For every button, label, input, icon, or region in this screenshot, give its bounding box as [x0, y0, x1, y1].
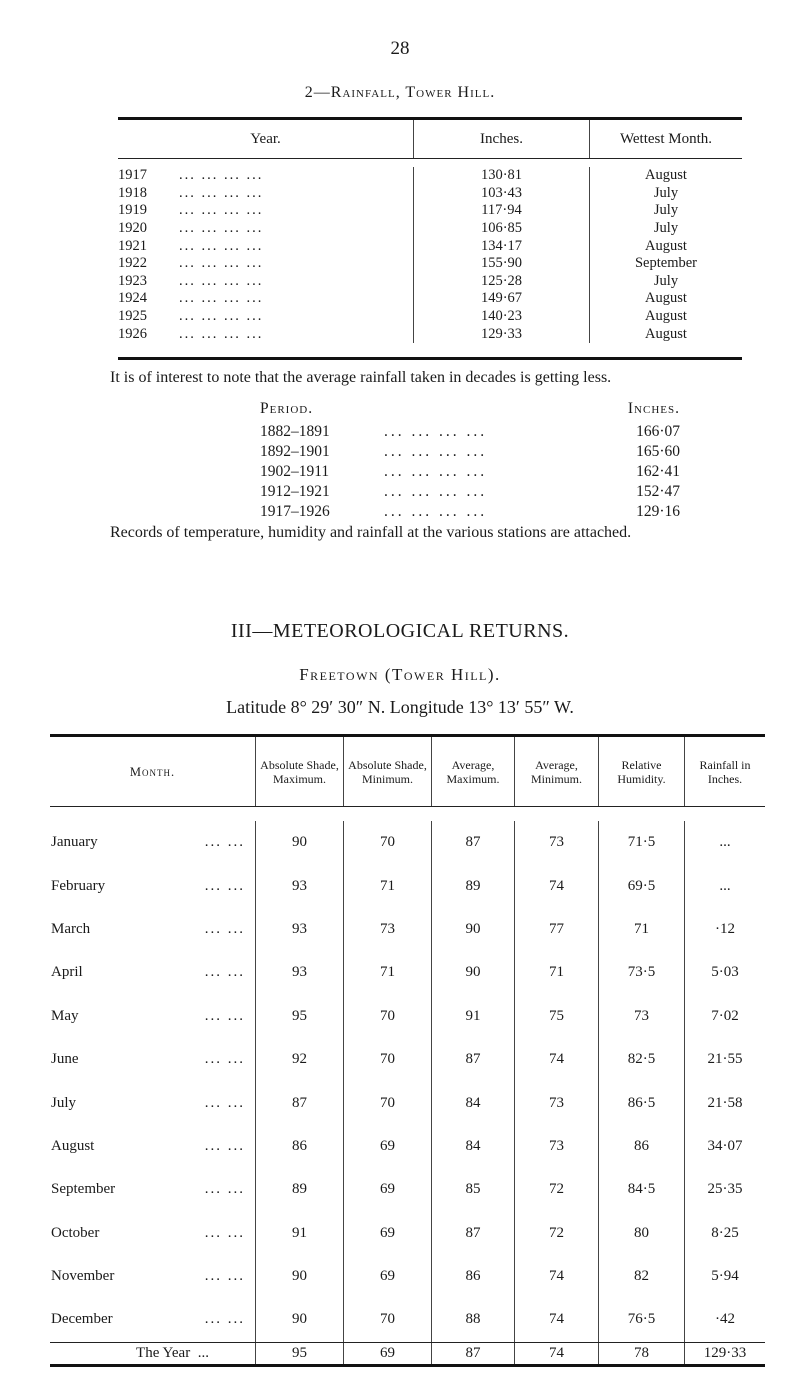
total-avg-min: 74 — [514, 1343, 598, 1364]
abs-min-cell: 71 — [343, 864, 431, 907]
avg-min-cell: 73 — [514, 1081, 598, 1124]
decade-row — [260, 442, 680, 462]
abs-min-cell: 73 — [343, 908, 431, 951]
abs-max-cell: 89 — [255, 1168, 343, 1211]
abs-max-cell: 93 — [255, 908, 343, 951]
humidity-cell: 76·5 — [598, 1298, 684, 1341]
month-cell — [50, 821, 255, 864]
year-value: 1921 — [118, 237, 147, 254]
decade-inches: 166·07 — [636, 423, 680, 440]
rainfall-cell: ·12 — [684, 908, 765, 951]
year-cell — [118, 167, 413, 184]
page-number: 28 — [390, 38, 410, 59]
leader-dots: ... ... ... ... — [384, 463, 488, 480]
month-name: April — [51, 964, 83, 981]
leader-dots: ... ... ... ... — [179, 290, 264, 307]
header-humidity: Relative Humidity. — [598, 737, 684, 806]
rainfall-cell: 5·03 — [684, 951, 765, 994]
inches-cell: 129·33 — [413, 325, 589, 343]
inches-cell: 125·28 — [413, 273, 589, 291]
year-value: 1925 — [118, 308, 147, 325]
year-cell — [118, 308, 413, 325]
month-cell — [50, 1212, 255, 1255]
table-bottom-rule — [118, 357, 742, 360]
humidity-cell: 86 — [598, 1125, 684, 1168]
leader-dots: ... ... — [204, 877, 245, 894]
total-rainfall: 129·33 — [684, 1343, 765, 1364]
rainfall-cell: ... — [684, 821, 765, 864]
inches-cell: 103·43 — [413, 185, 589, 203]
inches-cell: 106·85 — [413, 220, 589, 238]
records-note: Records of temperature, humidity and rainfall at the various stations are attached. — [110, 524, 632, 541]
rainfall-cell: 7·02 — [684, 995, 765, 1038]
year-value: 1924 — [118, 290, 147, 307]
humidity-cell: 80 — [598, 1212, 684, 1255]
avg-max-cell: 87 — [431, 1038, 514, 1081]
avg-max-cell: 89 — [431, 864, 514, 907]
avg-min-cell: 71 — [514, 951, 598, 994]
leader-dots: ... ... ... ... — [384, 423, 488, 440]
abs-min-cell: 70 — [343, 1298, 431, 1341]
year-value: 1926 — [118, 325, 147, 342]
table-row — [118, 308, 742, 326]
table-row — [50, 995, 765, 1038]
month-name: March — [51, 920, 91, 937]
year-value: 1919 — [118, 202, 147, 219]
inches-cell: 130·81 — [413, 167, 589, 185]
period-value: 1902–1911 — [260, 463, 330, 480]
period-value: 1912–1921 — [260, 483, 330, 500]
year-total-row — [50, 1342, 765, 1364]
avg-min-cell: 73 — [514, 1125, 598, 1168]
table-row — [50, 1255, 765, 1298]
period-header: Period. — [260, 400, 314, 417]
month-name: September — [51, 1181, 116, 1198]
table-row — [50, 1168, 765, 1211]
met-table-header — [50, 737, 765, 807]
year-value: 1920 — [118, 220, 147, 237]
month-name: July — [51, 1094, 77, 1111]
total-avg-max: 87 — [431, 1343, 514, 1364]
met-table-bottom-rule — [50, 1364, 765, 1367]
month-name: May — [51, 1007, 79, 1024]
month-cell — [50, 1081, 255, 1124]
station-name: Freetown (Tower Hill). — [299, 665, 501, 684]
rainfall-cell: 21·58 — [684, 1081, 765, 1124]
leader-dots: ... ... — [204, 1137, 245, 1154]
abs-min-cell: 69 — [343, 1125, 431, 1168]
wettest-month-cell: August — [589, 167, 742, 185]
abs-max-cell: 93 — [255, 864, 343, 907]
wettest-month-cell: September — [589, 255, 742, 273]
abs-max-cell: 90 — [255, 821, 343, 864]
table-row — [118, 185, 742, 203]
abs-max-cell: 92 — [255, 1038, 343, 1081]
table-row — [50, 864, 765, 907]
header-abs-max: Absolute Shade, Maximum. — [255, 737, 343, 806]
decade-header — [260, 400, 680, 422]
header-avg-min: Average, Minimum. — [514, 737, 598, 806]
humidity-cell: 82·5 — [598, 1038, 684, 1081]
avg-min-cell: 74 — [514, 1298, 598, 1341]
table-row — [118, 237, 742, 255]
wettest-month-cell: August — [589, 308, 742, 326]
total-label — [50, 1343, 255, 1364]
year-value: 1923 — [118, 272, 147, 289]
decade-inches: 129·16 — [636, 503, 680, 520]
avg-max-cell: 87 — [431, 1212, 514, 1255]
section-title: 2—Rainfall, Tower Hill. — [304, 84, 496, 101]
abs-max-cell: 90 — [255, 1298, 343, 1341]
leader-dots: ... ... ... ... — [179, 325, 264, 342]
rainfall-cell: ... — [684, 864, 765, 907]
decade-row — [260, 502, 680, 522]
period-value: 1892–1901 — [260, 443, 330, 460]
abs-max-cell: 90 — [255, 1255, 343, 1298]
rainfall-cell: 5·94 — [684, 1255, 765, 1298]
humidity-cell: 71·5 — [598, 821, 684, 864]
header-avg-max: Average, Maximum. — [431, 737, 514, 806]
table-row — [50, 1081, 765, 1124]
abs-min-cell: 70 — [343, 995, 431, 1038]
met-returns-title: III—METEOROLOGICAL RETURNS. — [230, 620, 570, 642]
table-row — [50, 1038, 765, 1081]
avg-max-cell: 86 — [431, 1255, 514, 1298]
abs-min-cell: 71 — [343, 951, 431, 994]
month-name: November — [51, 1268, 115, 1285]
leader-dots: ... ... ... ... — [179, 237, 264, 254]
rainfall-cell: 8·25 — [684, 1212, 765, 1255]
wettest-month-cell: July — [589, 185, 742, 203]
total-abs-min: 69 — [343, 1343, 431, 1364]
inches-cell: 155·90 — [413, 255, 589, 273]
decade-row — [260, 422, 680, 442]
total-dots: ... — [197, 1344, 209, 1361]
avg-max-cell: 87 — [431, 821, 514, 864]
avg-min-cell: 74 — [514, 1255, 598, 1298]
table-row — [50, 821, 765, 864]
month-name: June — [51, 1051, 79, 1068]
avg-min-cell: 75 — [514, 995, 598, 1038]
abs-min-cell: 70 — [343, 1038, 431, 1081]
year-cell — [118, 255, 413, 272]
leader-dots: ... ... ... ... — [384, 483, 488, 500]
leader-dots: ... ... — [204, 1094, 245, 1111]
leader-dots: ... ... ... ... — [179, 255, 264, 272]
leader-dots: ... ... ... ... — [179, 184, 264, 201]
humidity-cell: 73 — [598, 995, 684, 1038]
decade-inches: 152·47 — [636, 483, 680, 500]
header-abs-min: Absolute Shade, Minimum. — [343, 737, 431, 806]
inches-cell: 134·17 — [413, 237, 589, 255]
humidity-cell: 84·5 — [598, 1168, 684, 1211]
avg-max-cell: 90 — [431, 951, 514, 994]
leader-dots: ... ... — [204, 1268, 245, 1285]
rainfall-cell: 25·35 — [684, 1168, 765, 1211]
wettest-month-cell: July — [589, 202, 742, 220]
rainfall-cell: 34·07 — [684, 1125, 765, 1168]
header-inches: Inches. — [413, 120, 589, 158]
leader-dots: ... ... ... ... — [179, 202, 264, 219]
leader-dots: ... ... — [204, 920, 245, 937]
table-body — [118, 159, 742, 357]
leader-dots: ... ... — [204, 964, 245, 981]
rainfall-table — [118, 117, 742, 360]
wettest-month-cell: August — [589, 325, 742, 343]
decade-averages — [260, 400, 680, 522]
decade-inches: 162·41 — [636, 463, 680, 480]
abs-min-cell: 70 — [343, 821, 431, 864]
total-humidity: 78 — [598, 1343, 684, 1364]
month-cell — [50, 1255, 255, 1298]
header-year: Year. — [250, 130, 281, 147]
month-cell — [50, 951, 255, 994]
total-label-text: The Year — [136, 1344, 191, 1361]
header-month: Month. — [129, 764, 176, 779]
leader-dots: ... ... — [204, 1181, 245, 1198]
table-row — [50, 1212, 765, 1255]
month-cell — [50, 1168, 255, 1211]
abs-min-cell: 69 — [343, 1168, 431, 1211]
month-cell — [50, 1125, 255, 1168]
year-cell — [118, 273, 413, 290]
abs-max-cell: 93 — [255, 951, 343, 994]
abs-min-cell: 69 — [343, 1255, 431, 1298]
year-cell — [118, 326, 413, 343]
humidity-cell: 82 — [598, 1255, 684, 1298]
table-row — [118, 220, 742, 238]
wettest-month-cell: July — [589, 273, 742, 291]
leader-dots: ... ... — [204, 1007, 245, 1024]
year-cell — [118, 290, 413, 307]
table-row — [50, 908, 765, 951]
month-name: December — [51, 1311, 113, 1328]
year-cell — [118, 185, 413, 202]
avg-min-cell: 72 — [514, 1212, 598, 1255]
leader-dots: ... ... — [204, 834, 245, 851]
humidity-cell: 71 — [598, 908, 684, 951]
abs-max-cell: 95 — [255, 995, 343, 1038]
abs-min-cell: 70 — [343, 1081, 431, 1124]
rainfall-cell: 21·55 — [684, 1038, 765, 1081]
year-value: 1922 — [118, 255, 147, 272]
month-name: February — [51, 877, 106, 894]
inches-cell: 149·67 — [413, 290, 589, 308]
table-row — [118, 290, 742, 308]
meteorological-table — [50, 734, 765, 1367]
inches-cell: 140·23 — [413, 308, 589, 326]
table-row — [118, 325, 742, 343]
year-cell — [118, 202, 413, 219]
total-abs-max: 95 — [255, 1343, 343, 1364]
leader-dots: ... ... ... ... — [179, 272, 264, 289]
decade-row — [260, 462, 680, 482]
avg-min-cell: 77 — [514, 908, 598, 951]
leader-dots: ... ... ... ... — [179, 167, 264, 184]
leader-dots: ... ... ... ... — [179, 220, 264, 237]
leader-dots: ... ... ... ... — [384, 443, 488, 460]
header-rainfall: Rainfall in Inches. — [684, 737, 765, 806]
leader-dots: ... ... — [204, 1224, 245, 1241]
inches-header: Inches. — [627, 400, 680, 417]
table-row — [118, 255, 742, 273]
leader-dots: ... ... ... ... — [179, 308, 264, 325]
abs-max-cell: 86 — [255, 1125, 343, 1168]
month-cell — [50, 1038, 255, 1081]
year-value: 1918 — [118, 184, 147, 201]
year-value: 1917 — [118, 167, 147, 184]
table-row — [118, 167, 742, 185]
humidity-cell: 73·5 — [598, 951, 684, 994]
month-cell — [50, 995, 255, 1038]
month-name: August — [51, 1137, 95, 1154]
table-row — [50, 1298, 765, 1341]
leader-dots: ... ... — [204, 1051, 245, 1068]
decade-note: It is of interest to note that the average rainfall taken in decades is getting less. — [110, 369, 612, 386]
table-header — [118, 120, 742, 159]
leader-dots: ... ... — [204, 1311, 245, 1328]
avg-min-cell: 74 — [514, 864, 598, 907]
abs-min-cell: 69 — [343, 1212, 431, 1255]
year-cell — [118, 220, 413, 237]
avg-min-cell: 73 — [514, 821, 598, 864]
wettest-month-cell: August — [589, 237, 742, 255]
avg-max-cell: 90 — [431, 908, 514, 951]
avg-max-cell: 84 — [431, 1081, 514, 1124]
month-cell — [50, 864, 255, 907]
avg-max-cell: 88 — [431, 1298, 514, 1341]
month-cell — [50, 908, 255, 951]
humidity-cell: 86·5 — [598, 1081, 684, 1124]
abs-max-cell: 91 — [255, 1212, 343, 1255]
lat-long: Latitude 8° 29′ 30″ N. Longitude 13° 13′ 55″ W. — [226, 697, 574, 717]
inches-cell: 117·94 — [413, 202, 589, 220]
month-name: October — [51, 1224, 100, 1241]
humidity-cell: 69·5 — [598, 864, 684, 907]
avg-max-cell: 91 — [431, 995, 514, 1038]
period-value: 1917–1926 — [260, 503, 330, 520]
table-row — [50, 951, 765, 994]
wettest-month-cell: July — [589, 220, 742, 238]
month-cell — [50, 1298, 255, 1341]
leader-dots: ... ... ... ... — [384, 503, 488, 520]
avg-min-cell: 72 — [514, 1168, 598, 1211]
wettest-month-cell: August — [589, 290, 742, 308]
decade-rows — [260, 422, 680, 522]
abs-max-cell: 87 — [255, 1081, 343, 1124]
decade-inches: 165·60 — [636, 443, 680, 460]
rainfall-cell: ·42 — [684, 1298, 765, 1341]
decade-row — [260, 482, 680, 502]
month-name: January — [51, 834, 98, 851]
year-cell — [118, 238, 413, 255]
table-row — [118, 202, 742, 220]
period-value: 1882–1891 — [260, 423, 330, 440]
avg-min-cell: 74 — [514, 1038, 598, 1081]
header-wettest-month: Wettest Month. — [589, 120, 742, 158]
met-table-body — [50, 807, 765, 1342]
table-row — [50, 1125, 765, 1168]
avg-max-cell: 84 — [431, 1125, 514, 1168]
table-row — [118, 273, 742, 291]
avg-max-cell: 85 — [431, 1168, 514, 1211]
